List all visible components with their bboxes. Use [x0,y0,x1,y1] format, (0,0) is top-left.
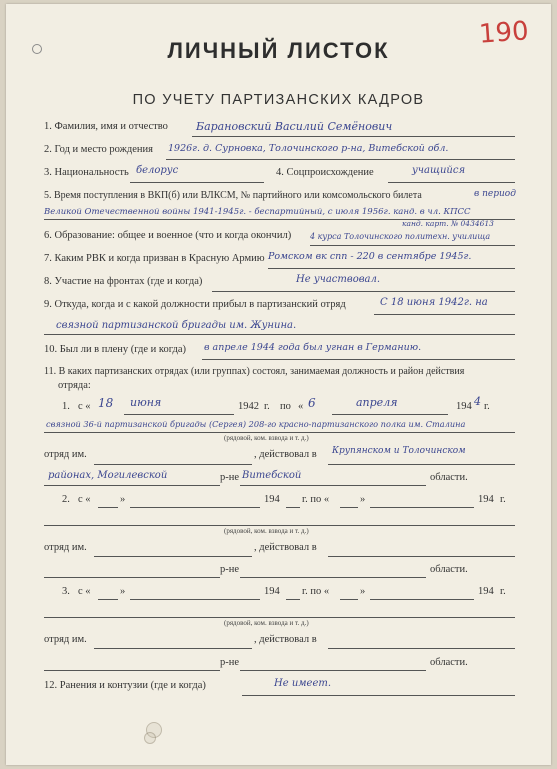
field-detachments-label-cont: отряда: [58,380,91,391]
field-captivity-value: в апреле 1944 года был угнан в Германию. [204,342,422,353]
from-open-quote: с « [78,401,91,412]
district-value: районах, Могилевской [48,470,168,481]
field-origin-line [388,182,515,183]
field-wounds-label: 12. Ранения и контузии (где и когда) [44,680,206,691]
punch-hole [144,732,156,744]
acted-line [328,464,515,465]
field-name-label: 1. Фамилия, имя и отчество [44,121,168,132]
from-day-line [98,599,118,600]
field-captivity-line [202,359,515,360]
to-day: 6 [308,396,316,410]
field-birth-value: 1926г. д. Сурновка, Толочинского р-на, Витебской обл. [168,143,449,154]
to-close-quote: » [360,586,366,597]
field-fronts-line [212,291,515,292]
to-year-prefix: 194 [478,494,494,505]
position-caption: (рядовой, ком. взвода и т. д.) [224,527,309,535]
from-close-quote: » [120,586,126,597]
archive-number: 190 [478,16,530,50]
to-year-hand: 4 [474,395,481,408]
field-name-value: Барановский Василий Семёнович [196,120,393,133]
to-label: по [280,401,291,412]
field-education-line [310,245,515,246]
position-line [44,432,515,433]
to-close-quote: » [360,494,366,505]
detachment-line [94,648,252,649]
acted-label: , действовал в [254,542,317,553]
field-fronts-label: 8. Участие на фронтах (где и когда) [44,276,203,287]
acted-value: Крупянском и Толочинском [332,446,466,456]
field-arrival-value-a: С 18 июня 1942г. на [380,297,488,308]
detachment-index: 2. [62,494,70,505]
field-birth-line [166,159,515,160]
to-month: апреля [356,396,398,409]
field-draft-value: Ромском вк спп - 220 в сентябре 1945г. [268,251,472,262]
field-captivity-label: 10. Был ли в плену (где и когда) [44,344,187,355]
detachment-label: отряд им. [44,449,87,460]
position-caption: (рядовой, ком. взвода и т. д.) [224,434,309,442]
field-education-label: 6. Образование: общее и военное (что и когда окончил) [44,230,292,241]
district-label: р-не [220,472,240,483]
district-line [44,670,220,671]
field-party-value-b: Великой Отечественной войны 1941-1945г. - беспартийный, с июля 1956г. канд. в чл. КПСС [44,207,471,217]
from-close-quote: » [120,494,126,505]
region-label: области. [430,657,468,668]
field-education-value: 4 курса Толочинского политехн. училища [310,232,491,241]
acted-line [328,648,515,649]
to-month-line [370,507,474,508]
field-arrival-value-b: связной партизанской бригады им. Жунина. [56,320,297,331]
region-value: Витебской [242,470,302,481]
acted-label: , действовал в [254,634,317,645]
field-name-line [192,136,515,137]
from-year-line [286,599,300,600]
field-arrival-line-2 [44,334,515,335]
to-label: г. по « [302,494,330,505]
position-value: связной 36-й партизанской бригады (Сергея) 208-го красно-партизанского полка им. Сталина [46,419,466,429]
field-origin-label: 4. Соцпроисхождение [276,167,374,178]
field-fronts-value: Не участвовал. [296,274,381,285]
field-nationality-line [130,182,264,183]
from-label: с « [78,494,91,505]
from-month: июня [130,396,162,409]
field-wounds-value: Не имеет. [274,678,332,689]
to-open-quote: « [298,401,304,412]
position-line [44,617,515,618]
acted-label: , действовал в [254,449,317,460]
field-detachments-label: 11. В каких партизанских отрядах (или группах) состоял, занимаемая должность и район действия [44,366,465,377]
detachment-label: отряд им. [44,542,87,553]
document-subtitle: ПО УЧЕТУ ПАРТИЗАНСКИХ КАДРОВ [132,92,425,108]
field-party-label: 5. Время поступления в ВКП(б) или ВЛКСМ, № партийного или комсомольского билета [44,190,422,201]
field-party-value-c: канд. карт. № 0434613 [402,219,494,228]
acted-line [328,556,515,557]
from-month-line [130,507,260,508]
from-label: с « [78,586,91,597]
field-arrival-line [374,314,515,315]
to-day-line [340,507,358,508]
position-line [44,525,515,526]
detachment-line [94,556,252,557]
to-year-suffix: г. [500,586,506,597]
field-birth-label: 2. Год и место рождения [44,144,153,155]
from-day-line [98,507,118,508]
personal-record-sheet [6,4,551,765]
position-caption: (рядовой, ком. взвода и т. д.) [224,619,309,627]
field-draft-label: 7. Каким РВК и когда призван в Красную Армию [44,253,265,264]
field-nationality-value: белорус [136,165,179,176]
from-year-prefix: 194 [264,586,280,597]
region-label: области. [430,472,468,483]
field-origin-value: учащийся [412,165,466,176]
field-party-value-a: в период [474,189,516,199]
detachment-index: 1. [62,401,70,412]
to-label: г. по « [302,586,330,597]
district-line [44,577,220,578]
detachment-line [94,464,252,465]
to-year-suffix: г. [500,494,506,505]
region-label: области. [430,564,468,575]
field-arrival-label: 9. Откуда, когда и с какой должности прибыл в партизанский отряд [44,299,346,310]
to-year-suffix: г. [484,401,490,412]
detachment-label: отряд им. [44,634,87,645]
region-line [240,577,426,578]
to-month-line [370,599,474,600]
detachment-index: 3. [62,586,70,597]
to-year-prefix: 194 [456,401,472,412]
to-year-prefix: 194 [478,586,494,597]
from-month-line [130,599,260,600]
field-nationality-label: 3. Национальность [44,167,129,178]
to-month-line [332,414,448,415]
from-year-suffix: г. [264,401,270,412]
from-month-line [124,414,234,415]
from-year-prefix: 1942 [238,401,259,412]
from-day: 18 [98,396,114,410]
field-draft-line [268,268,515,269]
field-wounds-line [242,695,515,696]
from-year-prefix: 194 [264,494,280,505]
region-line [240,485,426,486]
to-day-line [340,599,358,600]
region-line [240,670,426,671]
document-title: ЛИЧНЫЙ ЛИСТОК [167,38,390,63]
punch-mark [32,44,42,54]
district-label: р-не [220,657,240,668]
district-line [44,485,220,486]
from-year-line [286,507,300,508]
district-label: р-не [220,564,240,575]
